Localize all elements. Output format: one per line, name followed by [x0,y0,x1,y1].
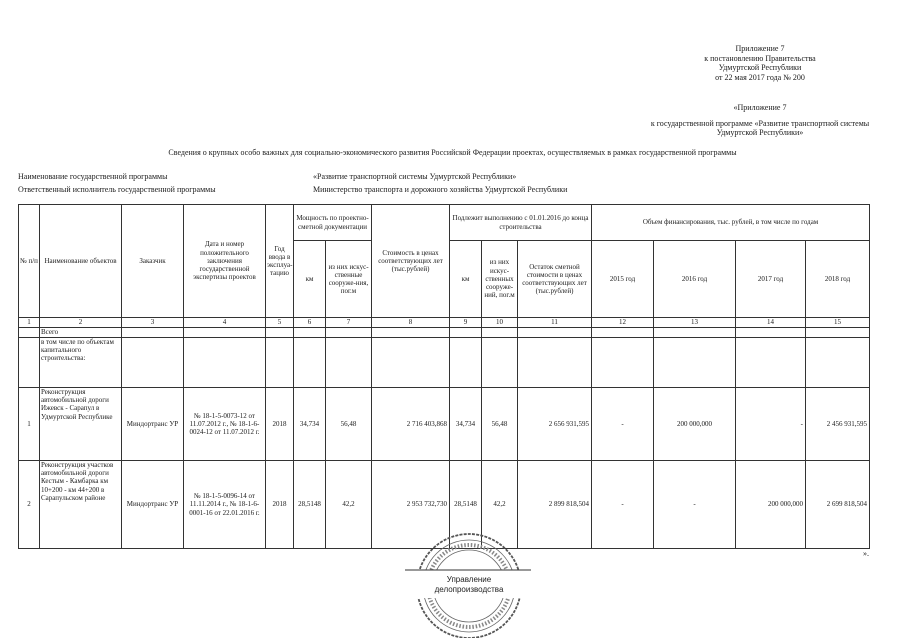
header-2016: 2016 год [654,241,736,318]
header-num: № п/п [19,205,40,318]
appendix-line-1: Приложение 7 [735,44,785,53]
header-customer: Заказчик [122,205,184,318]
financing-2016: 200 000,000 [654,388,736,461]
capacity-structures: 42,2 [326,461,372,549]
column-number: 14 [736,318,806,328]
object-name: Реконструкция автомобильной дороги Ижевск - Сарапул в Удмуртской Республике [40,388,122,461]
stamp-text-1: Управление [446,575,492,584]
remaining-cost: 2 656 931,595 [518,388,592,461]
column-number: 13 [654,318,736,328]
capacity-km: 28,5148 [294,461,326,549]
table-row [19,388,870,461]
financing-2018: 2 456 931,595 [806,388,870,461]
year: 2018 [266,388,294,461]
column-number: 15 [806,318,870,328]
financing-2015: - [592,461,654,549]
header-name: Наименование объектов [40,205,122,318]
header-remaining-group: Подлежит выполнению с 01.01.2016 до конца строительства [450,205,592,241]
column-number: 6 [294,318,326,328]
program-appendix-line-3: Удмуртской Республики» [716,128,804,137]
header-financing-group: Объем финансирования, тыс. рублей, в том числе по годам [592,205,870,241]
program-appendix-line-2: к государственной программе «Развитие транспортной системы [650,118,870,128]
customer: Миндортранс УР [122,388,184,461]
round-stamp [403,530,533,638]
remaining-structures: 56,48 [482,388,518,461]
financing-2018: 2 699 818,504 [806,461,870,549]
column-number: 10 [482,318,518,328]
customer: Миндортранс УР [122,461,184,549]
header-year: Год ввода в эксплуа-тацию [266,205,294,318]
subheading-row [19,338,870,388]
appendix-line-3: Удмуртской Республики [718,63,802,72]
remaining-structures: 42,2 [482,461,518,549]
expertise: № 18-1-5-0073-12 от 11.07.2012 г., № 18-1-6-0024-12 от 11.07.2012 г. [184,388,266,461]
stamp-text-2: делопроизводства [434,585,504,594]
row-num: 2 [19,461,40,549]
closing-mark: ». [863,549,869,558]
appendix-block [680,44,840,82]
expertise: № 18-1-5-0096-14 от 11.11.2014 г., № 18-1-6-0001-16 от 22.01.2016 г. [184,461,266,549]
column-number: 12 [592,318,654,328]
column-number: 11 [518,318,592,328]
header-cost: Стоимость в ценах соответствующих лет (тыс.рублей) [372,205,450,318]
remaining-km: 34,734 [450,388,482,461]
total-label: Всего [40,328,122,338]
cost: 2 716 403,868 [372,388,450,461]
column-number: 4 [184,318,266,328]
header-remaining-km: км [450,241,482,318]
total-row [19,328,870,338]
responsible-executor-label: Ответственный исполнитель государственной программы [18,185,216,194]
document-title: Сведения о крупных особо важных для социально-экономического развития Российской Федерации проектах, осуществляемых в рамках государственной программы [168,148,737,157]
financing-2016: - [654,461,736,549]
responsible-executor-value: Министерство транспорта и дорожного хозяйства Удмуртской Республики [313,185,568,194]
financing-2015: - [592,388,654,461]
column-number: 9 [450,318,482,328]
appendix-line-4: от 22 мая 2017 года № 200 [715,72,805,82]
header-expertise: Дата и номер положительного заключения государственной экспертизы проектов [184,205,266,318]
program-name-value: «Развитие транспортной системы Удмуртской Республики» [313,172,517,181]
column-number: 3 [122,318,184,328]
column-number: 2 [40,318,122,328]
header-2018: 2018 год [806,241,870,318]
column-number: 8 [372,318,450,328]
projects-table [18,204,870,549]
financing-2017: - [736,388,806,461]
column-numbers-row [19,318,870,328]
capacity-structures: 56,48 [326,388,372,461]
year: 2018 [266,461,294,549]
header-capacity-structures: из них искус-ственные сооруже-ния, пог.м [326,241,372,318]
column-number: 5 [266,318,294,328]
capacity-km: 34,734 [294,388,326,461]
header-capacity-km: км [294,241,326,318]
remaining-cost: 2 899 818,504 [518,461,592,549]
header-2017: 2017 год [736,241,806,318]
program-appendix-line-1: «Приложение 7 [733,103,787,112]
header-remaining-structures: из них искус-ственных сооруже-ний, пог.м [482,241,518,318]
object-name: Реконструкция участков автомобильной дороги Кестым - Камбарка км 10+200 - км 44+200 в Сарапульском районе [40,461,122,549]
subheading-label: в том числе по объектам капитального строительства: [40,338,122,388]
program-appendix-block [620,103,900,138]
cost: 2 953 732,730 [372,461,450,549]
program-name-label: Наименование государственной программы [18,172,168,181]
appendix-line-2: к постановлению Правительства [704,53,816,63]
row-num: 1 [19,388,40,461]
column-number: 7 [326,318,372,328]
table-header-row-1 [19,205,870,241]
header-2015: 2015 год [592,241,654,318]
financing-2017: 200 000,000 [736,461,806,549]
header-remaining-cost: Остаток сметной стоимости в ценах соответствующих лет (тыс.рублей) [518,241,592,318]
remaining-km: 28,5148 [450,461,482,549]
header-capacity-group: Мощность по проектно-сметной документации [294,205,372,241]
column-number: 1 [19,318,40,328]
